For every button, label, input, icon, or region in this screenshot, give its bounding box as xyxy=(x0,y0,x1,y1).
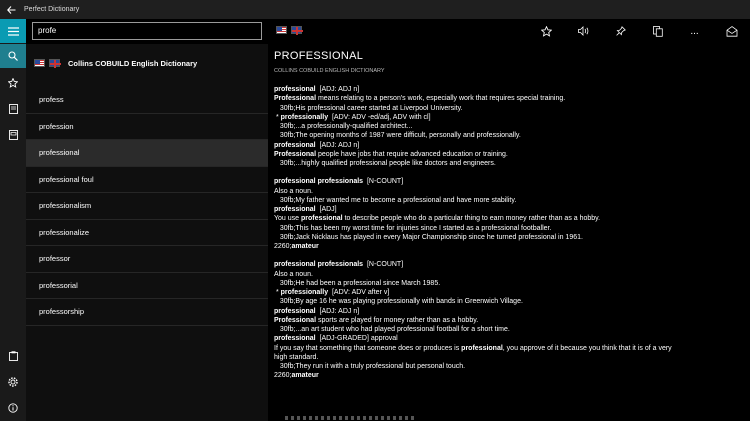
search-icon xyxy=(8,51,18,61)
definition-keyword: Professional xyxy=(274,95,317,103)
definition-line xyxy=(274,297,744,306)
pronounce-button[interactable] xyxy=(565,19,602,43)
definition-line xyxy=(274,353,744,362)
definition-keyword: professional professionals xyxy=(274,261,364,269)
definition-text: [ADV: ADV -ed/adj, ADV with cl] xyxy=(328,113,431,121)
word-list-item[interactable]: profess xyxy=(26,87,268,114)
toolbar xyxy=(528,19,750,43)
search-input[interactable] xyxy=(32,22,262,40)
definition-text: 30fb;Jack Nicklaus has played in every Major Championship since he turned professional in 1961. xyxy=(274,233,583,241)
definition-keyword: professional xyxy=(274,206,316,213)
hamburger-menu-button[interactable] xyxy=(0,19,26,43)
entry-content[interactable] xyxy=(274,85,744,381)
definition-keyword: professional xyxy=(274,86,316,93)
definition-text: 30fb;The opening months of 1987 were difficult, personally and professionally. xyxy=(274,132,521,140)
definition-text: high standard. xyxy=(274,353,319,361)
uk-flag-icon xyxy=(49,59,60,67)
definition-text: [N-COUNT] xyxy=(363,178,404,186)
definition-text: [ADV: ADV after v] xyxy=(328,289,390,296)
definition-line xyxy=(274,94,744,103)
entry-dictionary-label: COLLINS COBUILD ENGLISH DICTIONARY xyxy=(274,68,385,74)
star-icon xyxy=(541,26,552,37)
definition-line xyxy=(274,288,744,297)
definition-line xyxy=(274,159,744,168)
definition-text: 2260; xyxy=(274,372,292,380)
definition-text: 30fb;...an art student who had played professional football for a short time. xyxy=(274,326,510,333)
definition-text: 30fb;...highly qualified professional people like doctors and engineers. xyxy=(274,160,496,167)
definition-line xyxy=(274,270,744,279)
definition-text: [ADJ: ADJ n] xyxy=(315,307,360,315)
definition-text: If you say that something that someone does or produces is xyxy=(274,344,462,352)
definition-line xyxy=(274,344,744,353)
definition-keyword: professional xyxy=(274,307,316,315)
truncated-content-edge xyxy=(285,416,415,420)
uk-flag-icon xyxy=(291,26,302,34)
settings-icon xyxy=(8,377,18,387)
language-flags[interactable] xyxy=(276,26,302,34)
history-nav-button[interactable] xyxy=(0,97,26,121)
definition-text: sports are played for money rather than as a hobby. xyxy=(316,316,479,324)
paragraph-gap xyxy=(274,251,744,260)
us-flag-icon xyxy=(276,26,287,34)
star-icon xyxy=(8,78,18,88)
copy-button[interactable] xyxy=(639,19,676,43)
left-rail xyxy=(0,19,26,421)
clipboard-nav-button[interactable] xyxy=(0,344,26,368)
definition-keyword: amateur xyxy=(291,372,319,380)
definition-keyword: professional professionals xyxy=(274,178,364,186)
definition-text: * xyxy=(274,289,281,296)
settings-nav-button[interactable] xyxy=(0,370,26,394)
definition-line xyxy=(274,334,744,343)
definition-line xyxy=(274,131,744,140)
definition-text: [N-COUNT] xyxy=(363,261,404,269)
definition-keyword: Professional xyxy=(274,316,317,324)
definition-text: 30fb;This has been my worst time for injuries since I started as a professional footballer. xyxy=(274,224,552,232)
definition-line xyxy=(274,279,744,288)
word-list-item[interactable]: professor xyxy=(26,246,268,273)
more-button[interactable] xyxy=(676,19,713,43)
cards-icon xyxy=(9,130,18,140)
definition-line xyxy=(274,214,744,223)
search-nav-button[interactable] xyxy=(0,44,26,68)
definition-text: people have jobs that require advanced education or training. xyxy=(316,150,508,158)
definition-line xyxy=(274,224,744,233)
pin-icon xyxy=(616,26,626,36)
definition-line xyxy=(274,205,744,214)
clipboard-icon xyxy=(9,351,18,361)
copy-icon xyxy=(653,26,663,37)
favorites-nav-button[interactable] xyxy=(0,71,26,95)
definition-text: [ADJ: ADJ n] xyxy=(315,141,360,149)
definition-text: Also a noun. xyxy=(274,187,313,195)
more-icon: ... xyxy=(690,25,699,37)
definition-line xyxy=(274,362,744,371)
definition-text: 30fb;My father wanted me to become a professional and have more stability. xyxy=(274,196,517,204)
definition-line xyxy=(274,233,744,242)
definition-keyword: professional xyxy=(274,141,316,149)
word-list-item[interactable]: professorial xyxy=(26,273,268,300)
definition-line xyxy=(274,177,744,186)
definition-keyword: Professional xyxy=(274,150,317,158)
word-list-item[interactable]: professional foul xyxy=(26,167,268,194)
definition-text: You use xyxy=(274,215,301,223)
definition-line xyxy=(274,260,744,269)
definition-keyword: professionally xyxy=(280,113,329,121)
definition-keyword: professionally xyxy=(280,289,329,296)
dictionary-name: Collins COBUILD English Dictionary xyxy=(68,58,198,68)
back-arrow-icon xyxy=(7,6,16,14)
definition-line xyxy=(274,104,744,113)
about-nav-button[interactable] xyxy=(0,396,26,420)
definition-keyword: professional xyxy=(461,344,503,352)
definition-text: Also a noun. xyxy=(274,270,313,278)
definition-keyword: amateur xyxy=(291,243,319,250)
word-list-panel xyxy=(26,44,268,421)
definition-text: [ADJ] xyxy=(315,206,337,213)
word-list-item[interactable]: professionalize xyxy=(26,220,268,247)
definition-line xyxy=(274,141,744,150)
definition-text: means relating to a person's work, especially work that requires special training. xyxy=(316,95,566,103)
definition-text: 30fb;...a professionally-qualified architect... xyxy=(274,123,413,130)
title-bar xyxy=(0,0,750,19)
definition-text: to describe people who do a particular thing to earn money rather than as a hobby. xyxy=(342,215,601,223)
definition-line xyxy=(274,371,744,380)
definition-keyword: professional xyxy=(274,335,316,343)
pin-button[interactable] xyxy=(602,19,639,43)
definition-line xyxy=(274,113,744,122)
definition-text: 30fb;They run it with a truly professional but personal touch. xyxy=(274,363,466,370)
menu-icon xyxy=(8,27,19,36)
definition-line xyxy=(274,85,744,94)
word-list-item[interactable]: profession xyxy=(26,114,268,141)
word-list-item[interactable]: professorship xyxy=(26,299,268,326)
definition-text: 30fb;He had been a professional since March 1985. xyxy=(274,279,441,287)
definition-line xyxy=(274,122,744,131)
back-button[interactable] xyxy=(0,0,22,19)
word-list-item[interactable]: professionalism xyxy=(26,193,268,220)
us-flag-icon xyxy=(34,59,45,67)
definition-line xyxy=(274,325,744,334)
definition-line xyxy=(274,307,744,316)
definition-line xyxy=(274,316,744,325)
definition-text: [ADJ: ADJ n] xyxy=(315,86,360,93)
word-list-item[interactable]: professional xyxy=(26,140,268,167)
definition-line xyxy=(274,196,744,205)
definition-keyword: professional xyxy=(301,215,343,223)
definition-text: , you approve of it because you think that it is of a very xyxy=(502,344,672,352)
paragraph-gap xyxy=(274,168,744,177)
definition-line xyxy=(274,242,744,251)
definition-text: 30fb;His professional career started at Liverpool University. xyxy=(274,104,463,112)
share-icon xyxy=(726,26,738,37)
word-list xyxy=(26,87,268,326)
cards-nav-button[interactable] xyxy=(0,123,26,147)
definition-text: 2260; xyxy=(274,243,292,250)
search-input-value: profe xyxy=(38,26,57,35)
info-icon xyxy=(8,403,18,413)
definition-line xyxy=(274,150,744,159)
speaker-icon xyxy=(578,26,590,36)
definition-line xyxy=(274,187,744,196)
definition-text: [ADJ-GRADED] approval xyxy=(315,335,398,343)
dictionary-selector[interactable] xyxy=(34,56,197,70)
favorite-button[interactable] xyxy=(528,19,565,43)
share-button[interactable] xyxy=(713,19,750,43)
entry-headword: PROFESSIONAL xyxy=(274,50,364,62)
definition-text: 30fb;By age 16 he was playing professionally with bands in Greenwich Village. xyxy=(274,298,523,306)
history-icon xyxy=(9,104,18,114)
definition-text: * xyxy=(274,113,281,121)
app-title: Perfect Dictionary xyxy=(24,6,80,13)
definition-pane xyxy=(274,50,744,421)
